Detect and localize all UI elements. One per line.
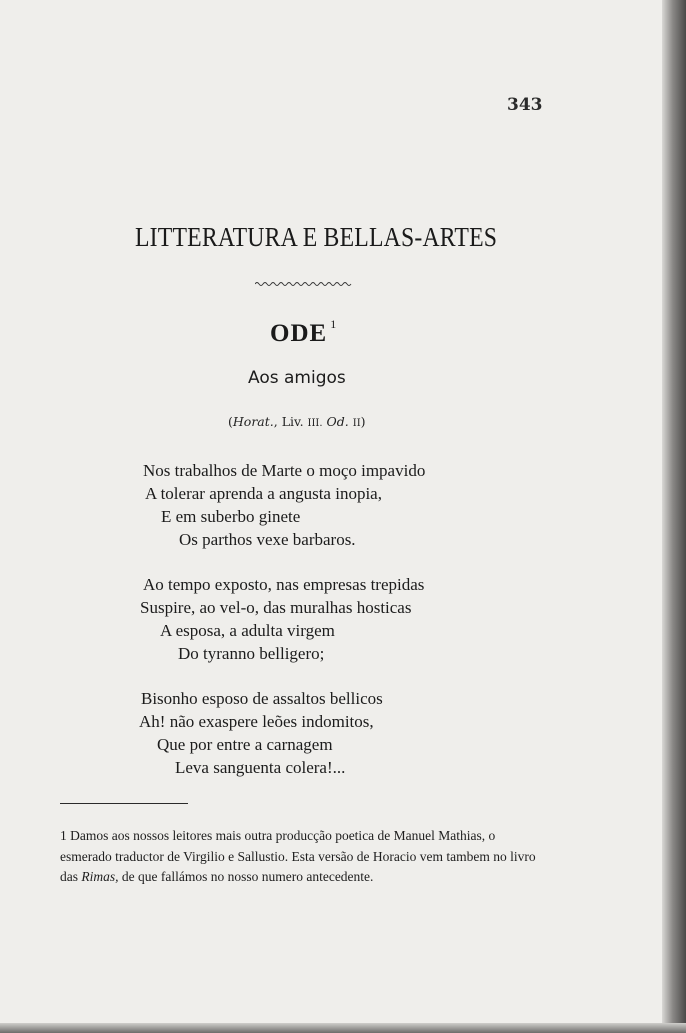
footnote-reference: 1: [330, 316, 338, 331]
verse-line: Ah! não exaspere leões indomitos,: [139, 712, 374, 731]
verse-line: Ao tempo exposto, nas empresas trepidas: [143, 575, 425, 594]
verse-line: E em suberbo ginete: [161, 507, 301, 526]
footnote-text: Damos aos nossos leitores mais outra producção poetica de Manuel Mathias, o esmerado traductor de Virgilio e Sallustio. Esta versão de Horacio vem tambem no livro das: [60, 828, 536, 884]
footnote-book-title: Rimas,: [81, 869, 119, 884]
footnote-text-end: de que fallámos no nosso numero antecedente.: [118, 869, 374, 884]
citation-close: ): [360, 414, 366, 429]
page-number: 343: [507, 95, 543, 115]
verse-line: Do tyranno belligero;: [178, 644, 325, 663]
footnote-divider: [60, 803, 188, 804]
citation-book-numeral: III.: [307, 418, 323, 429]
poem-title-text: ODE: [270, 320, 328, 347]
poem-title: [270, 316, 338, 348]
verse-line: Os parthos vexe barbaros.: [179, 530, 356, 549]
verse-line: Leva sanguenta colera!...: [175, 758, 346, 777]
citation-open: (: [228, 414, 233, 429]
section-title: LITTERATURA E BELLAS-ARTES: [134, 222, 498, 252]
poem-subtitle: Aos amigos: [248, 368, 346, 388]
verse-line: Que por entre a carnagem: [157, 735, 333, 754]
poem-citation: [228, 414, 366, 429]
book-bottom-edge: [0, 1023, 686, 1033]
verse-line: A tolerar aprenda a angusta inopia,: [145, 484, 382, 503]
verse-line: A esposa, a adulta virgem: [160, 621, 335, 640]
citation-book-prefix: , Liv.: [273, 414, 308, 429]
footnote-marker: 1: [60, 828, 67, 843]
wavy-divider: [255, 281, 353, 287]
footnote: [60, 826, 538, 888]
verse-line: Suspire, ao vel-o, das muralhas hosticas: [140, 598, 412, 617]
verse-line: Bisonho esposo de assaltos bellicos: [141, 689, 383, 708]
citation-author: Horat.: [232, 414, 274, 429]
verse-line: Nos trabalhos de Marte o moço impavido: [143, 461, 426, 480]
citation-ode-numeral: II: [352, 418, 361, 429]
citation-ode-label: Od.: [326, 414, 349, 429]
book-page-edge: [662, 0, 686, 1033]
